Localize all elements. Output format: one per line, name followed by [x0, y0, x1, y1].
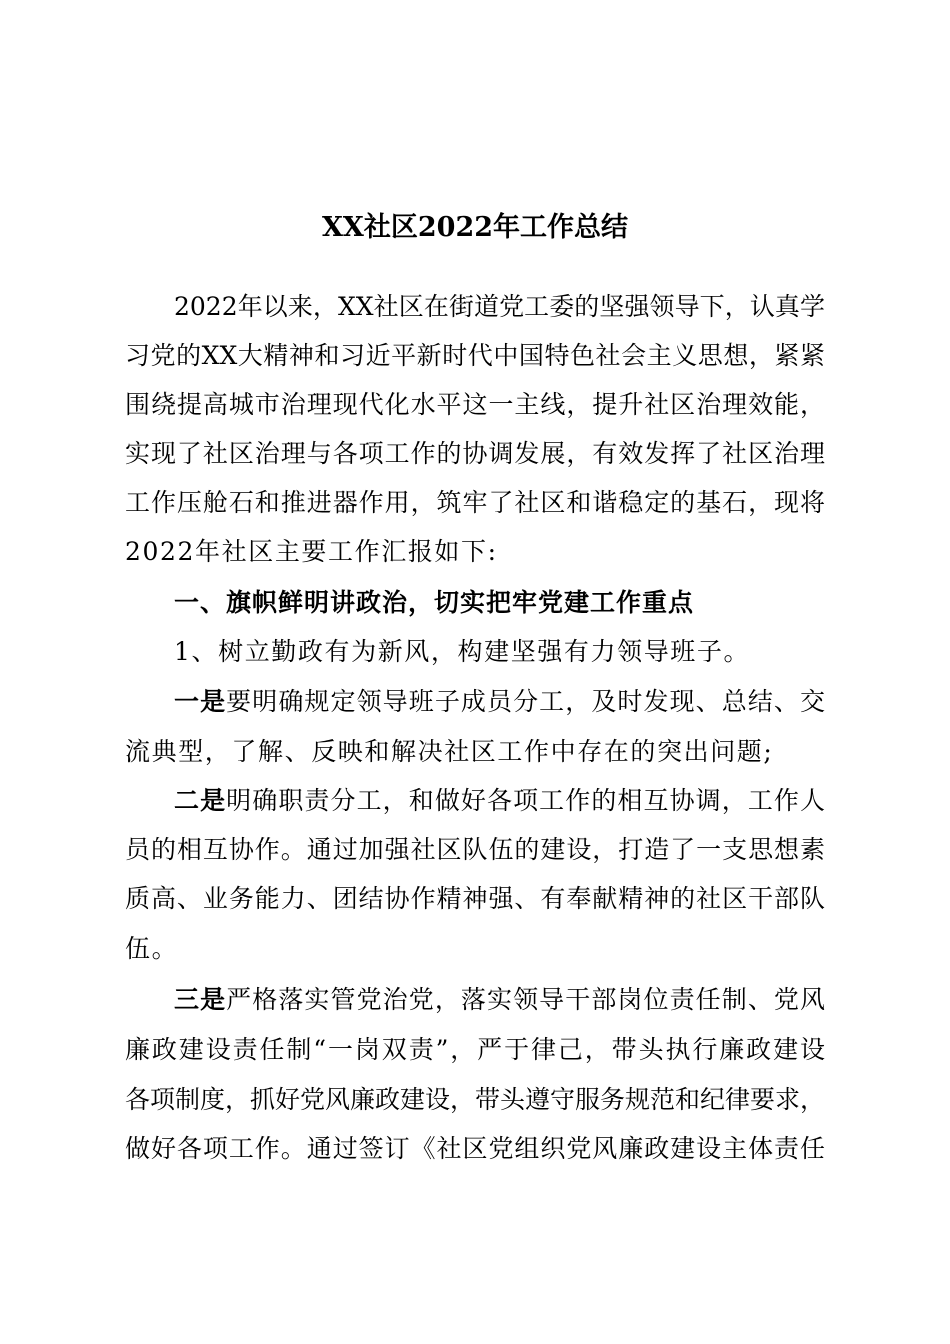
point-3-text: 严格落实管党治党，落实领导干部岗位责任制、党风	[226, 985, 825, 1014]
point-3-line-4: 做好各项工作。通过签订《社区党组织党风廉政建设主体责任	[125, 1134, 825, 1163]
point-2-line-1	[174, 784, 825, 818]
point-3-line-3: 各项制度，抓好党风廉政建设，带头遵守服务规范和纪律要求，	[125, 1085, 826, 1114]
point-2-line-2: 员的相互协作。通过加强社区队伍的建设，打造了一支思想素	[125, 835, 825, 864]
point-2-lead: 二是	[174, 786, 227, 815]
intro-line-6: 2022年社区主要工作汇报如下:	[125, 537, 498, 566]
point-2-line-3: 质高、业务能力、团结协作精神强、有奉献精神的社区干部队	[125, 884, 825, 913]
point-3-lead: 三是	[174, 985, 227, 1014]
point-2-line-4: 伍。	[125, 934, 179, 963]
intro-line-2: 习党的XX大精神和习近平新时代中国特色社会主义思想，紧紧	[125, 341, 825, 370]
section-item-1: 1、树立勤政有为新风，构建坚强有力领导班子。	[174, 637, 751, 666]
point-3-line-2: 廉政建设责任制“一岗双责”，严于律己，带头执行廉政建设	[125, 1035, 825, 1064]
point-2-text: 明确职责分工，和做好各项工作的相互协调，工作人	[226, 786, 825, 815]
point-1-line-2: 流典型，了解、反映和解决社区工作中存在的突出问题;	[125, 737, 774, 766]
intro-line-4: 实现了社区治理与各项工作的协调发展，有效发挥了社区治理	[125, 439, 825, 468]
intro-line-1: 2022年以来，XX社区在街道党工委的坚强领导下，认真学	[174, 292, 825, 321]
intro-line-5: 工作压舱石和推进器作用，筑牢了社区和谐稳定的基石，现将	[125, 488, 825, 517]
point-1-lead: 一是	[174, 687, 227, 716]
point-1-line-1	[174, 685, 825, 719]
document-title: XX社区2022年工作总结	[321, 212, 629, 243]
point-1-text: 要明确规定领导班子成员分工，及时发现、总结、交	[226, 687, 825, 716]
section-heading-1: 一、旗帜鲜明讲政治，切实把牢党建工作重点	[174, 588, 695, 617]
intro-line-3: 围绕提高城市治理现代化水平这一主线，提升社区治理效能，	[125, 390, 825, 419]
point-3-line-1	[174, 983, 825, 1017]
